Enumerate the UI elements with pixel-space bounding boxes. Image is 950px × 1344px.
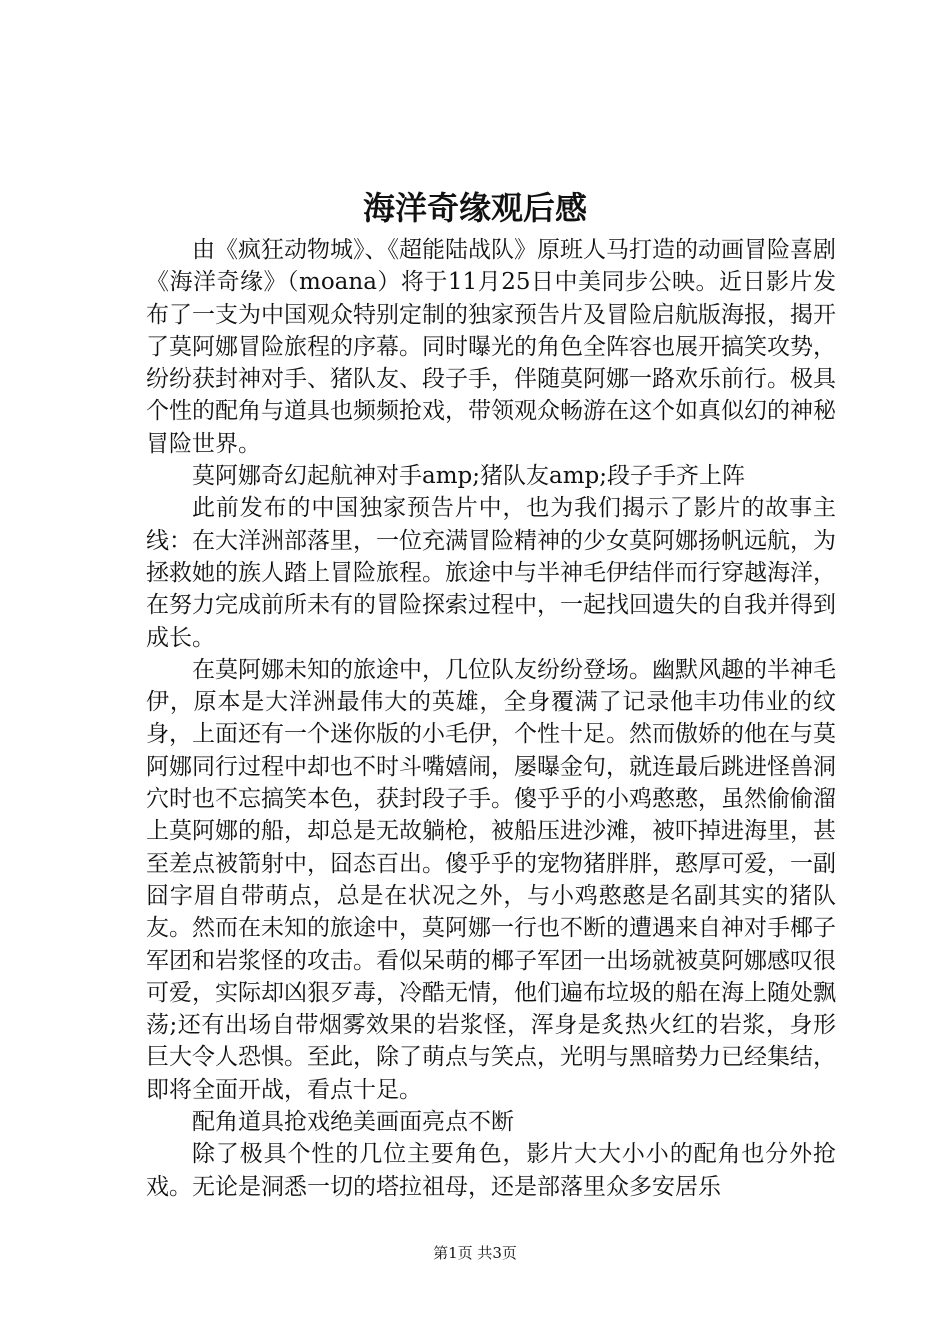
section-heading-supporting: 配角道具抢戏绝美画面亮点不断 — [192, 1109, 514, 1136]
paragraph-supporting: 除了极具个性的几位主要角色，影片大大小小的配角也分外抢戏。无论是洞悉一切的塔拉祖母，还是部落里众多安居乐 — [146, 1141, 836, 1200]
document-body — [146, 234, 836, 1203]
page-number-footer: 第1页 共3页 — [433, 1244, 517, 1262]
paragraph-story: 此前发布的中国独家预告片中，也为我们揭示了影片的故事主线：在大洋洲部落里，一位充满冒险精神的少女莫阿娜扬帆远航，为拯救她的族人踏上冒险旅程。旅途中与半神毛伊结伴而行穿越海洋，在努力完成前所未有的冒险探索过程中，一起找回遗失的自我并得到成长。 — [146, 495, 836, 651]
section-heading-launch: 莫阿娜奇幻起航神对手amp;猪队友amp;段子手齐上阵 — [192, 463, 745, 490]
paragraph-intro: 由《疯狂动物城》、《超能陆战队》原班人马打造的动画冒险喜剧《海洋奇缘》（moana）将于11月25日中美同步公映。近日影片发布了一支为中国观众特别定制的独家预告片及冒险启航版海报，揭开了莫阿娜冒险旅程的序幕。同时曝光的角色全阵容也展开搞笑攻势，纷纷获封神对手、猪队友、段子手，伴随莫阿娜一路欢乐前行。极具个性的配角与道具也频频抢戏，带领观众畅游在这个如真似幻的神秘冒险世界。 — [146, 237, 836, 457]
document-title: 海洋奇缘观后感 — [362, 189, 587, 227]
paragraph-characters: 在莫阿娜未知的旅途中，几位队友纷纷登场。幽默风趣的半神毛伊，原本是大洋洲最伟大的英雄，全身覆满了记录他丰功伟业的纹身，上面还有一个迷你版的小毛伊，个性十足。然而傲娇的他在与莫阿娜同行过程中却也不时斗嘴嬉闹，屡曝金句，就连最后跳进怪兽洞穴时也不忘搞笑本色，获封段子手。傻乎乎的小鸡憨憨，虽然偷偷溜上莫阿娜的船，却总是无故躺枪，被船压进沙滩，被吓掉进海里，甚至差点被箭射中，囧态百出。傻乎乎的宠物猪胖胖，憨厚可爱，一副囧字眉自带萌点，总是在状况之外，与小鸡憨憨是名副其实的猪队友。然而在未知的旅途中，莫阿娜一行也不断的遭遇来自神对手椰子军团和岩浆怪的攻击。看似呆萌的椰子军团一出场就被莫阿娜感叹很可爱，实际却凶狠歹毒，冷酷无情，他们遍布垃圾的船在海上随处飘荡;还有出场自带烟雾效果的岩浆怪，浑身是炙热火红的岩浆，身形巨大令人恐惧。至此，除了萌点与笑点，光明与黑暗势力已经集结，即将全面开战，看点十足。 — [146, 656, 836, 1103]
